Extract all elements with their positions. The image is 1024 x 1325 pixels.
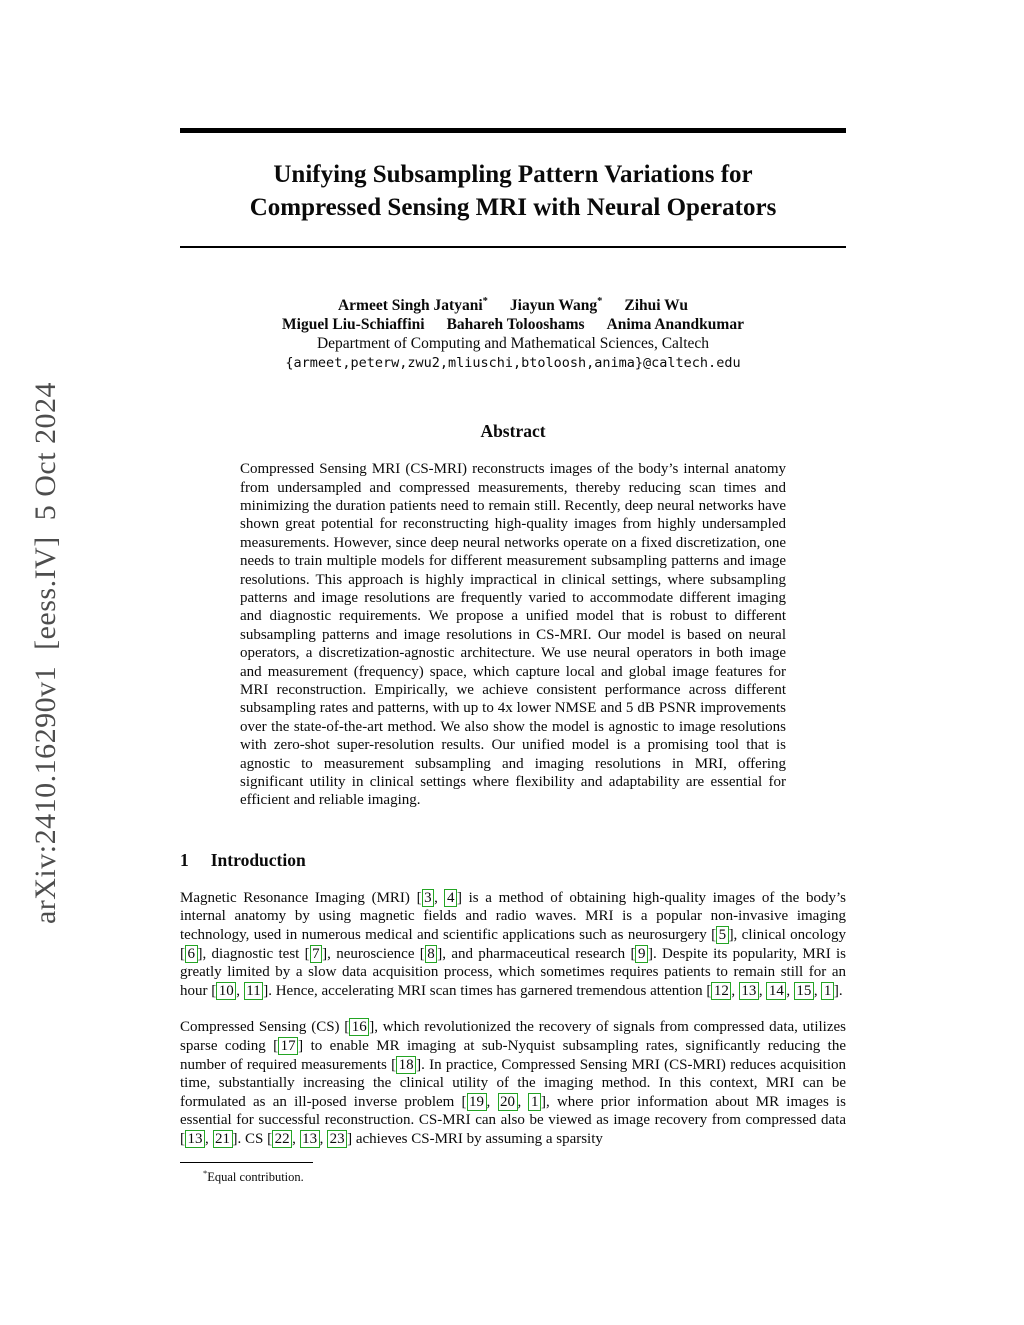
abstract-heading: Abstract: [480, 421, 546, 442]
citation-link[interactable]: 11: [244, 982, 263, 1000]
author-block: [180, 292, 846, 373]
citation-link[interactable]: 3: [422, 889, 435, 907]
citation-link[interactable]: 16: [349, 1018, 369, 1036]
citation-link[interactable]: 10: [216, 982, 236, 1000]
top-rule: [180, 128, 846, 133]
citation-link[interactable]: 7: [310, 945, 323, 963]
citation-link[interactable]: 13: [300, 1130, 320, 1148]
affiliation: Department of Computing and Mathematical Sciences, Caltech: [316, 335, 710, 353]
citation-link[interactable]: 4: [444, 889, 457, 907]
paper-title: [180, 158, 846, 224]
citation-link[interactable]: 1: [821, 982, 834, 1000]
section-number: 1: [180, 849, 189, 870]
citation-link[interactable]: 20: [498, 1093, 518, 1111]
author-line-2: Miguel Liu-Schiaffini Bahareh Tolooshams Anima Anandkumar: [282, 316, 744, 334]
citation-link[interactable]: 8: [425, 945, 438, 963]
author-line-1: Armeet Singh Jatyani* Jiayun Wang* Zihui Wu: [337, 296, 688, 315]
footnote-text: *Equal contribution.: [203, 1167, 304, 1184]
citation-link[interactable]: 13: [739, 982, 759, 1000]
footnote-rule: [180, 1162, 313, 1163]
paper-content: [180, 0, 846, 1185]
title-line-1: Unifying Subsampling Pattern Variations for: [273, 161, 753, 188]
abstract-text: Compressed Sensing MRI (CS-MRI) reconstructs images of the body’s internal anatomy from undersampled and compressed measurements, thereby reducing scan times and minimizing the duration patients need to remain still. Recently, deep neural networks have shown great potential for reconstructing high-quality images from highly undersampled measurements. However, since deep neural networks operate on a fixed discretization, one needs to train multiple models for different measurement subsampling patterns and image resolutions. This approach is highly impractical in clinical settings, where subsampling patterns and image resolutions are frequently varied to accommodate different imaging and diagnostic requirements. We propose a unified model that is robust to different subsampling patterns and image resolutions in CS-MRI. Our model is based on neural operators, a discretization-agnostic architecture. We use neural operators in both image and measurement (frequency) space, which capture local and global image features for MRI reconstruction. Empirically, we achieve consistent performance across different subsampling rates and patterns, with up to 4x lower NMSE and 5 dB PSNR improvements over the state-of-the-art method. We also show the model is agnostic to image resolutions with zero-shot super-resolution results. Our unified model is a promising tool that is agnostic to measurement subsampling and imaging resolutions in MRI, offering significant utility in clinical settings where flexibility and adaptability are essential for efficient and reliable imaging.: [240, 461, 786, 809]
citation-link[interactable]: 14: [766, 982, 786, 1000]
intro-paragraph-2: Compressed Sensing (CS) [ 16 ], which revolutionized the recovery of signals from compressed data, utilizes sparse coding [ 17 ] to enable MR imaging at sub-Nyquist subsampling rates, significantly reducing the number of required measurements [ 18 ]. In practice, Compressed Sensing MRI (CS-MRI) reduces acquisition time, substantially increasing the clinical utility of the imaging method. In this context, MRI can be formulated as an ill-posed inverse problem [ 19 , 20 , 1 ], where prior information about MR images is essential for successful reconstruction. CS-MRI can also be viewed as image recovery from compressed data [ 13 , 21 ]. CS [ 22 , 13 , 23 ] achieves CS-MRI by assuming a sparsity: [180, 1019, 847, 1147]
section-title: Introduction: [210, 849, 306, 870]
citation-link[interactable]: 13: [185, 1130, 205, 1148]
citation-link[interactable]: 5: [716, 926, 729, 944]
citation-link[interactable]: 12: [711, 982, 731, 1000]
citation-link[interactable]: 15: [794, 982, 814, 1000]
arxiv-watermark: arXiv:2410.16290v1 [eess.IV] 5 Oct 2024: [29, 381, 62, 925]
citation-link[interactable]: 9: [635, 945, 648, 963]
citation-link[interactable]: 17: [278, 1037, 298, 1055]
citation-link[interactable]: 21: [213, 1130, 233, 1148]
citation-link[interactable]: 1: [528, 1093, 541, 1111]
title-line-2: Compressed Sensing MRI with Neural Operators: [249, 194, 777, 221]
footnote-marker: *: [482, 296, 488, 307]
footnote-marker: *: [203, 1167, 208, 1178]
footnote-block: [180, 1162, 846, 1185]
section-heading-introduction: [180, 850, 846, 871]
author-emails: {armeet,peterw,zwu2,mliuschi,btoloosh,anima}@caltech.edu: [285, 355, 741, 372]
citation-link[interactable]: 18: [396, 1056, 416, 1074]
citation-link[interactable]: 23: [327, 1130, 347, 1148]
title-rule: [180, 246, 846, 248]
citation-link[interactable]: 19: [467, 1093, 487, 1111]
citation-link[interactable]: 6: [185, 945, 198, 963]
footnote-marker: *: [597, 296, 603, 307]
citation-link[interactable]: 22: [272, 1130, 292, 1148]
intro-paragraph-1: Magnetic Resonance Imaging (MRI) [ 3 , 4 ] is a method of obtaining high-quality images of the body’s internal anatomy by using magnetic fields and radio waves. MRI is a popular non-invasive imaging technology, used in numerous medical and scientific applications such as neurosurgery [ 5 ], clinical oncology [ 6 ], diagnostic test [ 7 ], neuroscience [ 8 ], and pharmaceutical research [ 9 ]. Despite its popularity, MRI is greatly limited by a slow data acquisition process, which sometimes requires patients to remain still for an hour [ 10 , 11 ]. Hence, accelerating MRI scan times has garnered tremendous attention [ 12 , 13 , 14 , 15 , 1 ].: [180, 889, 846, 999]
